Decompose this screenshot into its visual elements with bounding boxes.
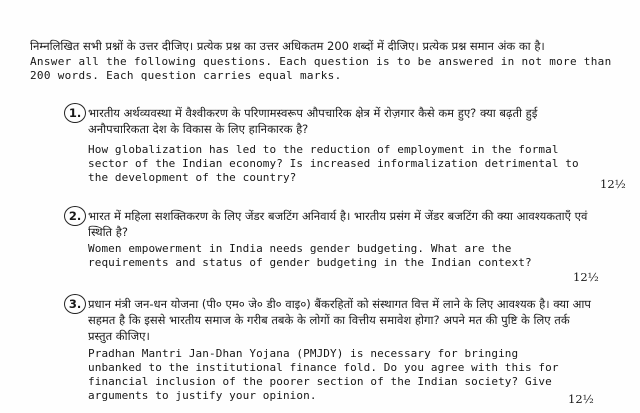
question-2-marks: 12½: [573, 270, 599, 284]
question-number-2: 2.: [64, 206, 86, 226]
question-2-hindi: भारत में महिला सशक्तिकरण के लिए जेंडर बजटिंग अनिवार्य है। भारतीय प्रसंग में जेंडर बजटिंग की क्या आवश्यकताएँ एवं स्थिति है?: [88, 209, 588, 239]
question-2-english: Women empowerment in India needs gender budgeting. What are the requirements and status of gender budgeting in the Indian context?: [88, 242, 532, 269]
question-number-3: 3.: [64, 294, 86, 314]
question-1-english: How globalization has led to the reduction of employment in the formal sector of the Indian economy? Is increased informalization detrimental to the development of the country?: [88, 143, 579, 184]
question-3-english: Pradhan Mantri Jan-Dhan Yojana (PMJDY) is necessary for bringing unbanked to the institutional finance fold. Do you agree with this for financial inclusion of the poorer section of the Indian society? Give arguments to justify your opinion.: [88, 347, 559, 402]
question-number-1: 1.: [64, 103, 86, 123]
question-3-marks: 12½: [568, 392, 594, 406]
instructions-hindi: निम्नलिखित सभी प्रश्नों के उत्तर दीजिए। प्रत्येक प्रश्न का उत्तर अधिकतम 200 शब्दों में दीजिए। प्रत्येक प्रश्न समान अंक का है।: [30, 39, 545, 53]
instructions-english: Answer all the following questions. Each question is to be answered in not more than 200 words. Each question carries equal marks.: [30, 55, 612, 82]
question-1-hindi: भारतीय अर्थव्यवस्था में वैश्वीकरण के परिणामस्वरूप औपचारिक क्षेत्र में रोज़गार कैसे कम हुए? क्या बढ़ती हुई अनौपचारिकता देश के विकास के लिए हानिकारक है?: [88, 106, 538, 136]
question-1-marks: 12½: [600, 177, 626, 191]
question-3-hindi: प्रधान मंत्री जन-धन योजना (पी० एम० जे० डी० वाइ०) बैंकरहितों को संस्थागत वित्त में लाने के लिए आवश्यक है। क्या आप सहमत है कि इससे भारतीय समाज के गरीब तबके के लोगों का वित्तीय समावेश होगा? अपने मत की पुष्टि के लिए तर्क प्रस्तुत कीजिए।: [88, 297, 591, 343]
